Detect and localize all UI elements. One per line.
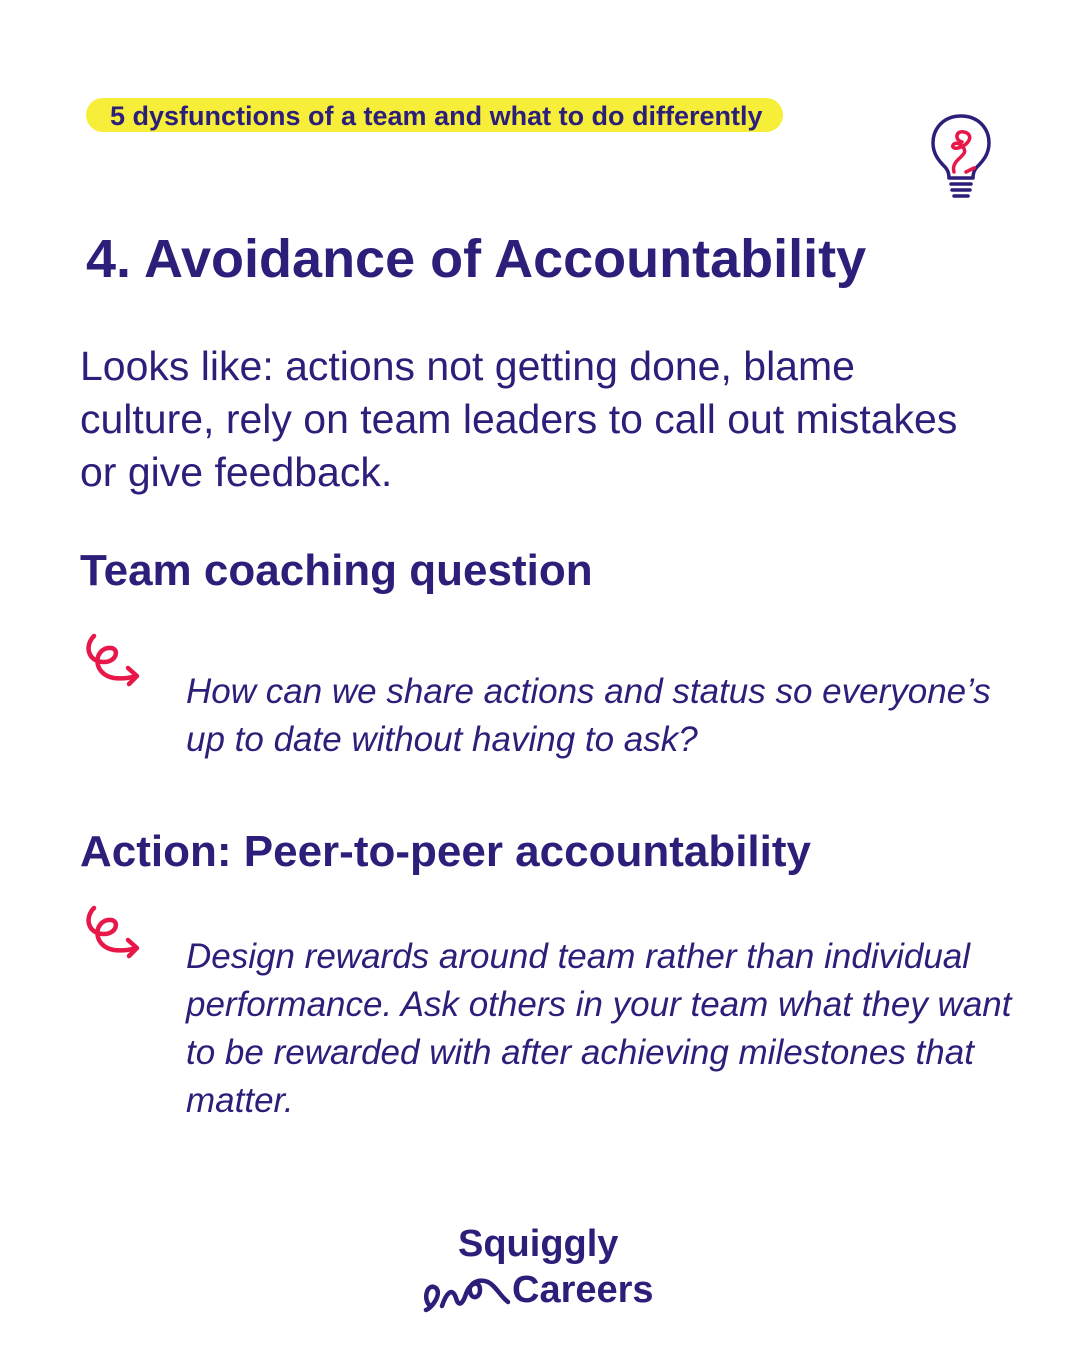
looks-like-text: Looks like: actions not getting done, blame culture, rely on team leaders to call out mistakes or give feedback. — [80, 343, 958, 495]
action-text: Design rewards around team rather than individual performance. Ask others in your team what they want to be rewarded with after achieving milestones that matter. — [186, 937, 1012, 1120]
squiggle-arrow-icon — [82, 632, 148, 698]
coaching-question-heading: Team coaching question — [80, 546, 593, 595]
logo-word-squiggly: Squiggly — [458, 1223, 619, 1265]
logo-word-careers: Careers — [512, 1269, 654, 1311]
squiggly-careers-logo — [410, 1222, 680, 1318]
squiggle-arrow-icon — [82, 904, 148, 970]
topic-tag: 5 dysfunctions of a team and what to do differently — [86, 98, 783, 132]
coaching-question-text: How can we share actions and status so everyone’s up to date without having to ask? — [186, 672, 991, 759]
action-heading: Action: Peer-to-peer accountability — [80, 827, 812, 876]
page-title: 4. Avoidance of Accountability — [86, 229, 867, 289]
lightbulb-icon — [928, 112, 994, 204]
logo-squiggle-icon — [416, 1272, 516, 1314]
